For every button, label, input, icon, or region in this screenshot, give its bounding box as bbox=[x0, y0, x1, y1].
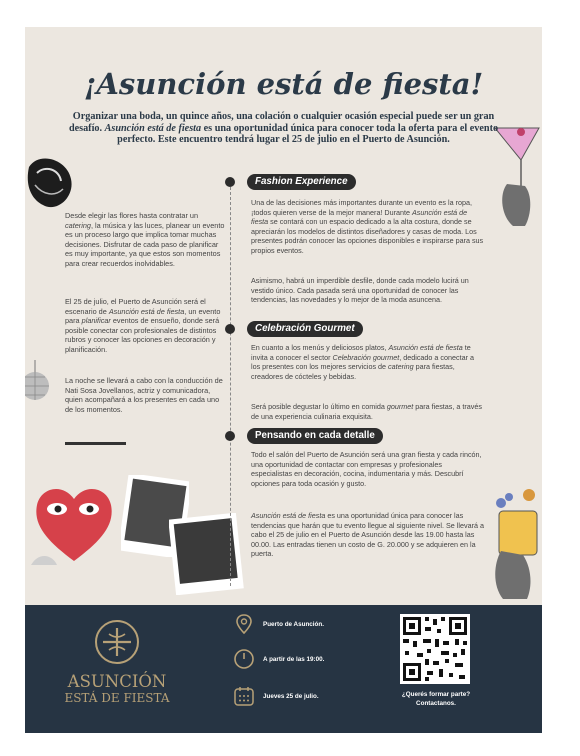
detalle-paragraph-1: Todo el salón del Puerto de Asunción será una gran fiesta y cada rincón, una oportunidad de contactar con empresas y profesionales especialistas en decoración, cocina, indumentaria y más. Descubrí opciones para toda ocasión y gusto. bbox=[251, 450, 482, 488]
logo-cross-icon bbox=[97, 622, 137, 662]
timeline-dot bbox=[225, 177, 235, 187]
logo-wordmark-line2: ESTÁ DE FIESTA bbox=[64, 691, 170, 705]
left-paragraph-1: Desde elegir las flores hasta contratar un catering, la música y las luces, planear un evento es un proceso largo que implica tomar muchas decisiones. Disfrutar de cada paso de planificar es muy importante, ya que estos son momentos para crear recuerdos inolvidables. bbox=[65, 211, 225, 268]
location-pin-icon bbox=[233, 613, 255, 635]
gourmet-paragraph-2: Será posible degustar lo último en comida gourmet para fiestas, a través de una experiencia culinaria exquisita. bbox=[251, 402, 482, 421]
event-time: A partir de las 19:00. bbox=[263, 656, 325, 663]
left-paragraph-2: El 25 de julio, el Puerto de Asunción será el escenario de Asunción está de fiesta, un evento para planificar eventos de ensueño, donde será posible conectar con profesionales de distintos rubros y conocer las opciones en decoración y planificación. bbox=[65, 297, 221, 354]
left-paragraph-3: La noche se llevará a cabo con la conducción de Nati Sosa Jovellanos, actriz y comunicadora, quien acompañará a los presentes en cada uno de los momentos. bbox=[65, 376, 223, 414]
event-footer bbox=[25, 605, 542, 733]
timeline-dot bbox=[225, 431, 235, 441]
timeline-line bbox=[230, 182, 231, 586]
qr-code-graphic bbox=[400, 614, 470, 684]
fashion-paragraph-1: Una de las decisiones más importantes durante un evento es la ropa, ¡todos quieren verse de la mejor manera! Durante Asunción está de fiesta se contará con un espacio dedicado a la alta costura, donde se apreciarán los modelos de distintos diseñadores y casas de moda. Los presentes podrán conocer las opciones disponibles e inspirarse para sus propios eventos. bbox=[251, 198, 484, 255]
section-heading-detalle: Pensando en cada detalle bbox=[247, 428, 383, 444]
section-heading-gourmet: Celebración Gourmet bbox=[247, 321, 363, 337]
brand-logo-emblem bbox=[95, 620, 139, 664]
gourmet-paragraph-1: En cuanto a los menús y deliciosos platos, Asunción está de fiesta te invita a conocer el sector Celebración gourmet, dedicado a conectar a los presentes con los mejores servicios de catering para fiestas, creadores de cócteles y bebidas. bbox=[251, 343, 474, 381]
section-heading-fashion: Fashion Experience bbox=[247, 174, 356, 190]
disco-ball-illustration bbox=[25, 360, 51, 404]
clock-icon bbox=[233, 648, 255, 670]
fashion-paragraph-2: Asimismo, habrá un imperdible desfile, donde cada modelo lucirá un vestido único. Cada pasada será una oportunidad de conocer las tendencias, las novedades y lo mejor de la moda asuncena. bbox=[251, 276, 469, 305]
divider-line bbox=[65, 442, 126, 445]
qr-code[interactable] bbox=[400, 614, 470, 684]
magazine-page bbox=[25, 27, 542, 733]
drink-glass-illustration bbox=[487, 487, 542, 605]
logo-wordmark-line1: ASUNCIÓN bbox=[67, 672, 167, 691]
cta-contact-link[interactable]: Contactanos. bbox=[416, 700, 456, 707]
abstract-blob-illustration bbox=[25, 155, 75, 213]
event-photo-2 bbox=[169, 513, 244, 595]
timeline-dot bbox=[225, 324, 235, 334]
detalle-paragraph-2: Asunción está de fiesta es una oportunidad única para conocer las tendencias que harán que tu evento llegue al siguiente nivel. Se llevará a cabo el 25 de julio en el Puerto de Asunción desde las 19.00 hasta las 00.00. Las entradas tienen un costo de G. 20.000 y se adquieren en la puerta. bbox=[251, 511, 484, 559]
cta-question[interactable]: ¿Querés formar parte? bbox=[401, 691, 471, 698]
page-title: ¡Asunción está de fiesta! bbox=[83, 67, 484, 101]
intro-paragraph: Organizar una boda, un quince años, una colación o cualquier ocasión especial puede ser un gran desafío. Asunción está de fiesta es una oportunidad única para conocer toda la oferta para el evento perfecto. Este encuentro tendrá lugar el 25 de julio en el Puerto de Asunción. bbox=[68, 111, 499, 146]
calendar-icon bbox=[233, 685, 255, 707]
event-location: Puerto de Asunción. bbox=[263, 621, 324, 628]
event-date: Jueves 25 de julio. bbox=[263, 693, 319, 700]
heart-with-eyes-illustration bbox=[27, 469, 122, 579]
